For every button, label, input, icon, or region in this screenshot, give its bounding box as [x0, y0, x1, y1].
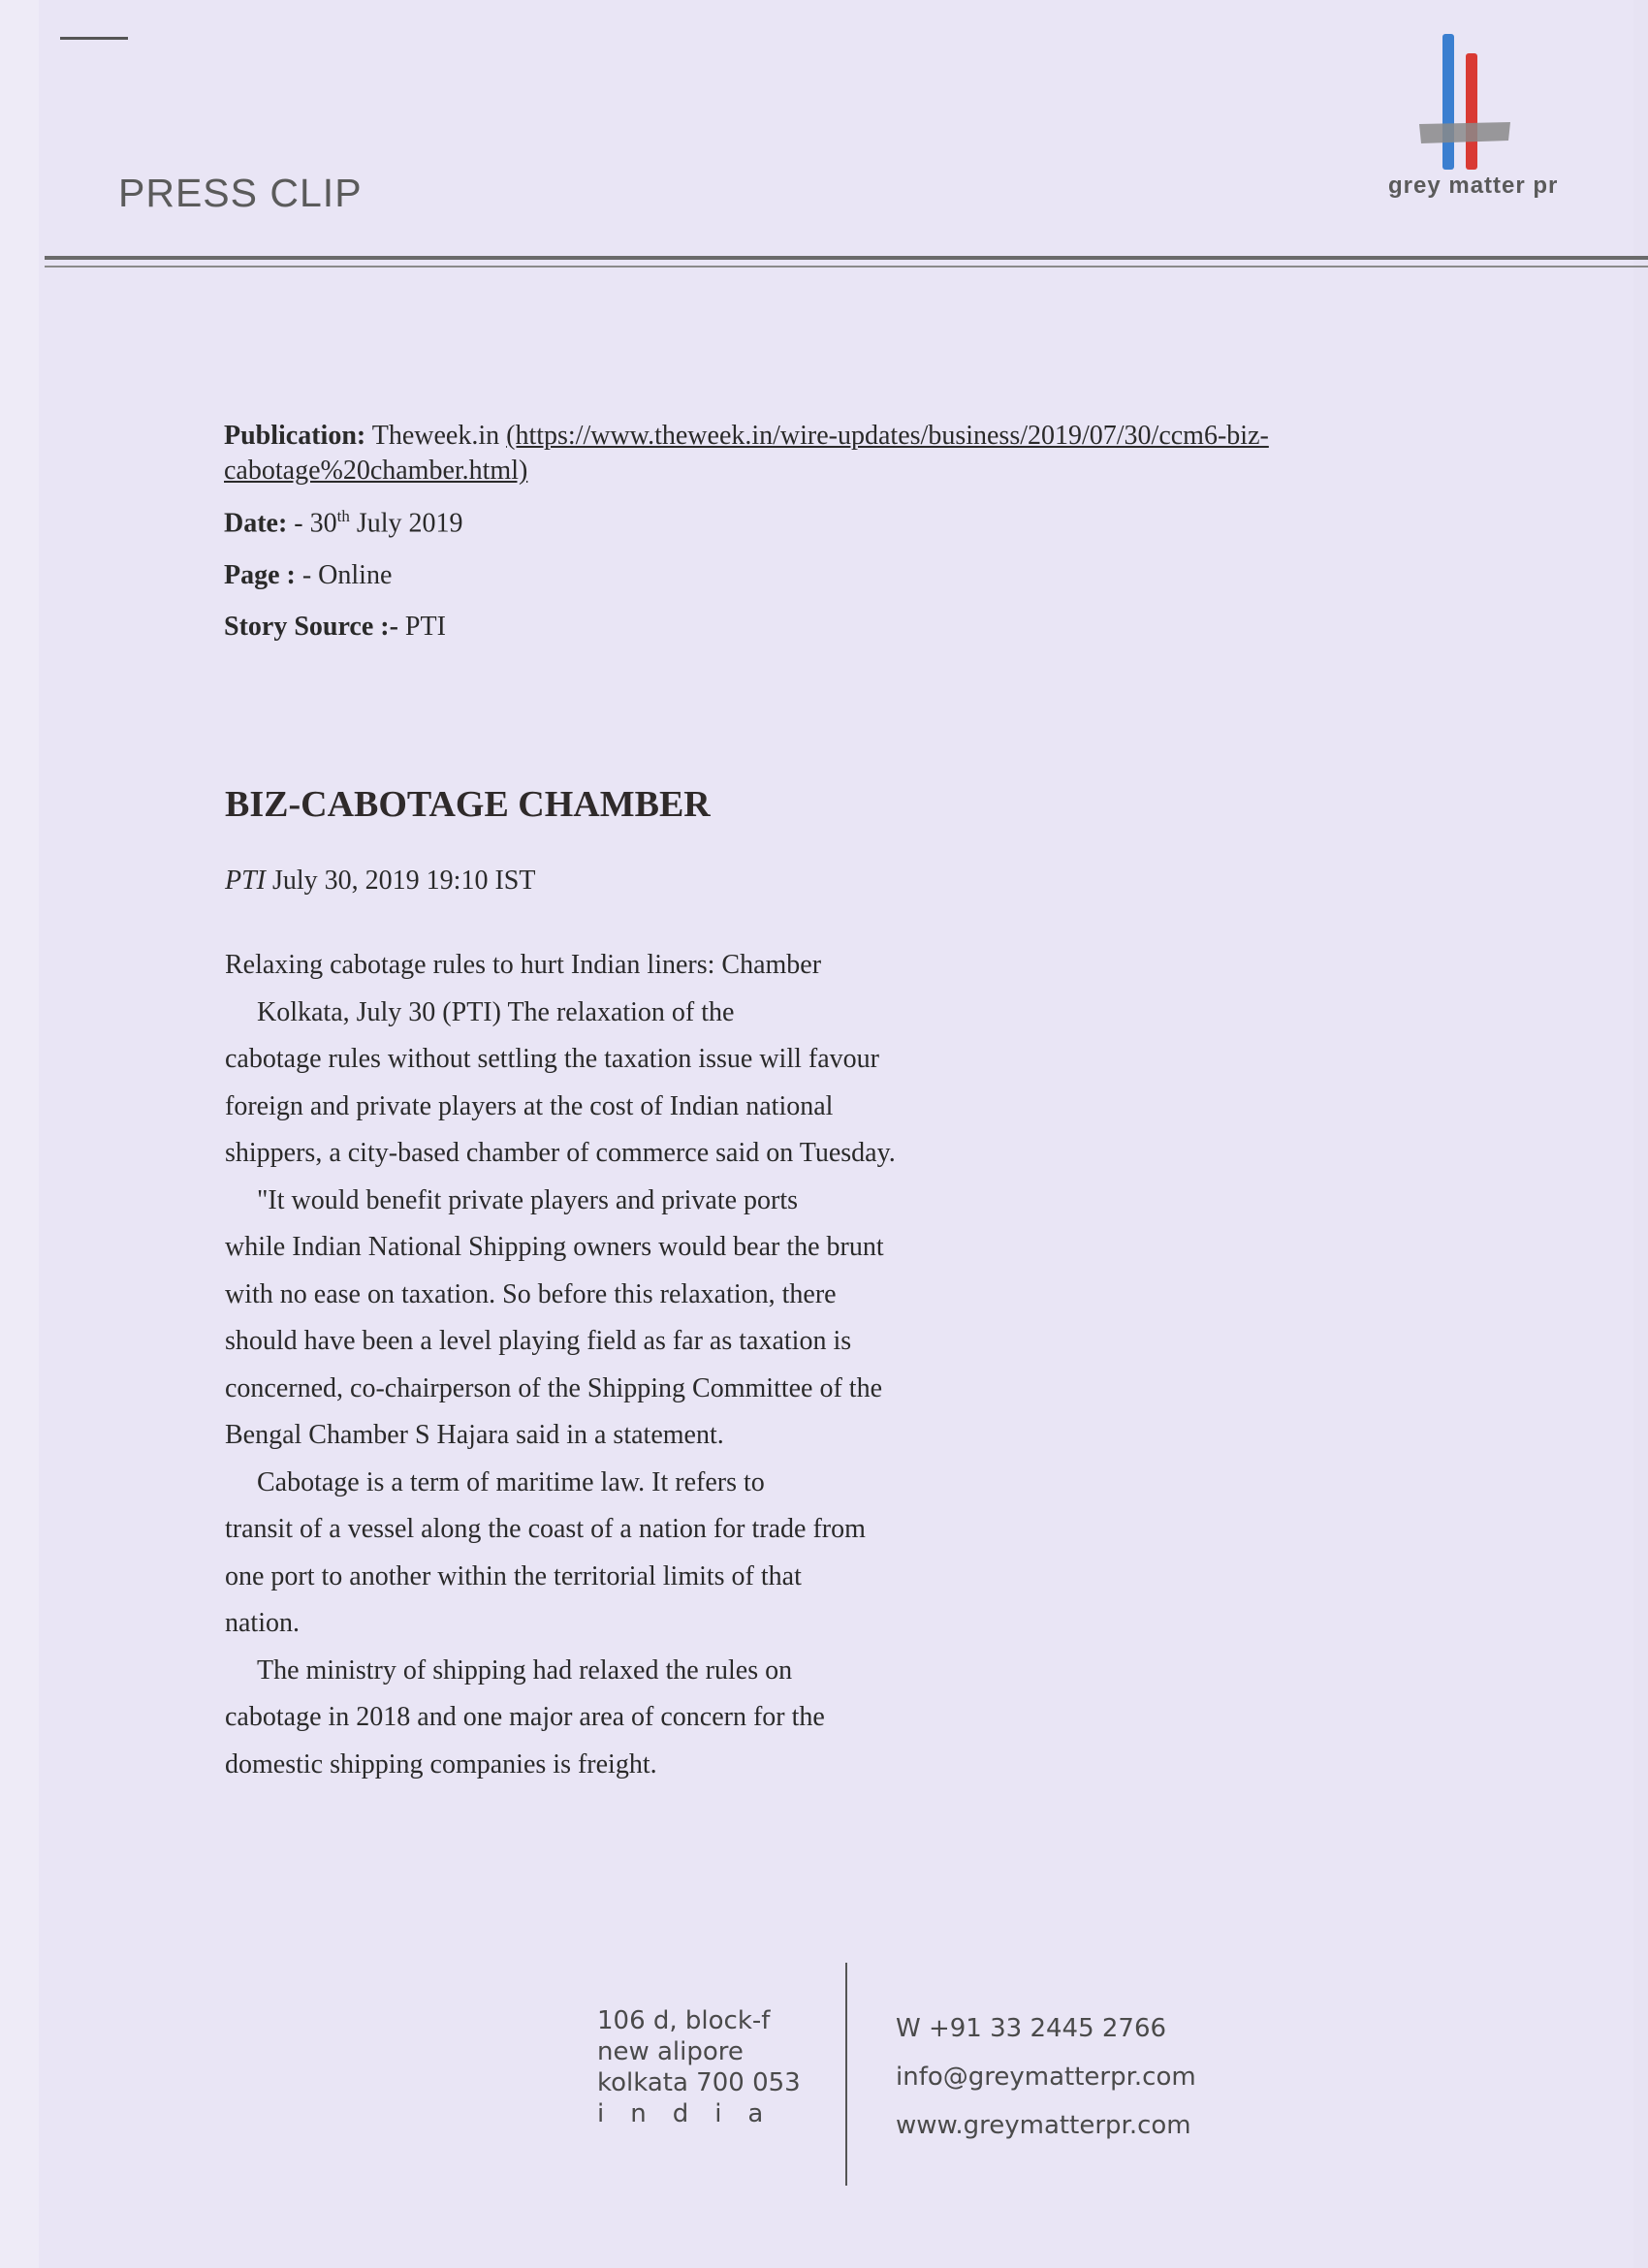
- date-suffix: th: [336, 506, 350, 525]
- article-line: Cabotage is a term of maritime law. It refers to: [257, 1466, 765, 1497]
- clip-metadata: [224, 419, 1484, 661]
- page-line: [224, 558, 1484, 593]
- publication-line: [224, 419, 1484, 489]
- scan-left-edge: [0, 0, 44, 2268]
- footer-address: [597, 2005, 810, 2129]
- article-line: while Indian National Shipping owners would bear the brunt: [225, 1232, 884, 1262]
- article-line: concerned, co-chairperson of the Shipping Committee of the: [225, 1372, 883, 1403]
- article-headline: BIZ-CABOTAGE CHAMBER: [225, 784, 711, 825]
- page-value: - Online: [295, 559, 393, 590]
- publication-value: Theweek.in: [371, 421, 500, 451]
- article-line: Relaxing cabotage rules to hurt Indian liners: Chamber: [225, 950, 822, 980]
- date-prefix: - 30: [294, 508, 337, 539]
- article-line: domestic shipping companies is freight.: [225, 1748, 657, 1780]
- article-line: Bengal Chamber S Hajara said in a statement.: [225, 1420, 724, 1450]
- address-line-3: kolkata 700 053: [597, 2068, 801, 2097]
- article-body: [225, 942, 1020, 1788]
- article-line: Kolkata, July 30 (PTI) The relaxation of the: [257, 996, 735, 1027]
- page-label: Page :: [224, 559, 296, 590]
- email-link[interactable]: info@greymatterpr.com: [896, 2063, 1196, 2092]
- article-line: with no ease on taxation. So before this relaxation, there: [225, 1278, 837, 1309]
- publication-url-link[interactable]: (https://www.theweek.in/wire-updates/business/2019/07/30/ccm6-biz-cabotage%20chamber.html): [224, 421, 1269, 487]
- article-line: "It would benefit private players and private ports: [257, 1184, 799, 1215]
- article-line: transit of a vessel along the coast of a nation for trade from: [225, 1514, 866, 1544]
- corner-mark: [60, 37, 128, 40]
- article-line: nation.: [225, 1608, 300, 1638]
- story-source-label: Story Source :-: [224, 611, 398, 642]
- byline-agency: PTI: [225, 866, 266, 896]
- footer-contact: [896, 2004, 1196, 2150]
- logo-red-bar: [1466, 53, 1477, 170]
- logo-blue-bar: [1442, 34, 1454, 170]
- publication-label: Publication:: [224, 421, 366, 451]
- header-rule-thin: [45, 266, 1648, 268]
- footer-divider: [845, 1963, 847, 2186]
- date-label: Date:: [224, 508, 288, 539]
- logo-text: grey matter pr: [1388, 173, 1559, 199]
- story-source-line: [224, 610, 1484, 645]
- date-rest: July 2019: [349, 508, 463, 539]
- story-source-value: PTI: [397, 611, 446, 642]
- page-title: PRESS CLIP: [118, 171, 363, 215]
- article-line: shippers, a city-based chamber of commerce said on Tuesday.: [225, 1138, 896, 1168]
- article-byline: [225, 866, 535, 897]
- address-line-1: 106 d, block-f: [597, 2006, 771, 2035]
- article-line: The ministry of shipping had relaxed the rules on: [257, 1654, 793, 1685]
- article-line: foreign and private players at the cost of Indian national: [225, 1090, 834, 1121]
- address-line-4: india: [597, 2099, 790, 2128]
- phone-number: W +91 33 2445 2766: [896, 2014, 1167, 2043]
- article-line: cabotage rules without settling the taxation issue will favour: [225, 1044, 879, 1074]
- article-line: cabotage in 2018 and one major area of concern for the: [225, 1702, 825, 1732]
- address-line-2: new alipore: [597, 2037, 744, 2066]
- article-line: should have been a level playing field as far as taxation is: [225, 1326, 852, 1356]
- logo-grey-stroke: [1419, 122, 1510, 143]
- header-rule: [45, 256, 1648, 260]
- byline-date: July 30, 2019 19:10 IST: [266, 866, 536, 896]
- website-link[interactable]: www.greymatterpr.com: [896, 2111, 1191, 2140]
- article-line: one port to another within the territorial limits of that: [225, 1560, 802, 1591]
- date-line: [224, 506, 1484, 542]
